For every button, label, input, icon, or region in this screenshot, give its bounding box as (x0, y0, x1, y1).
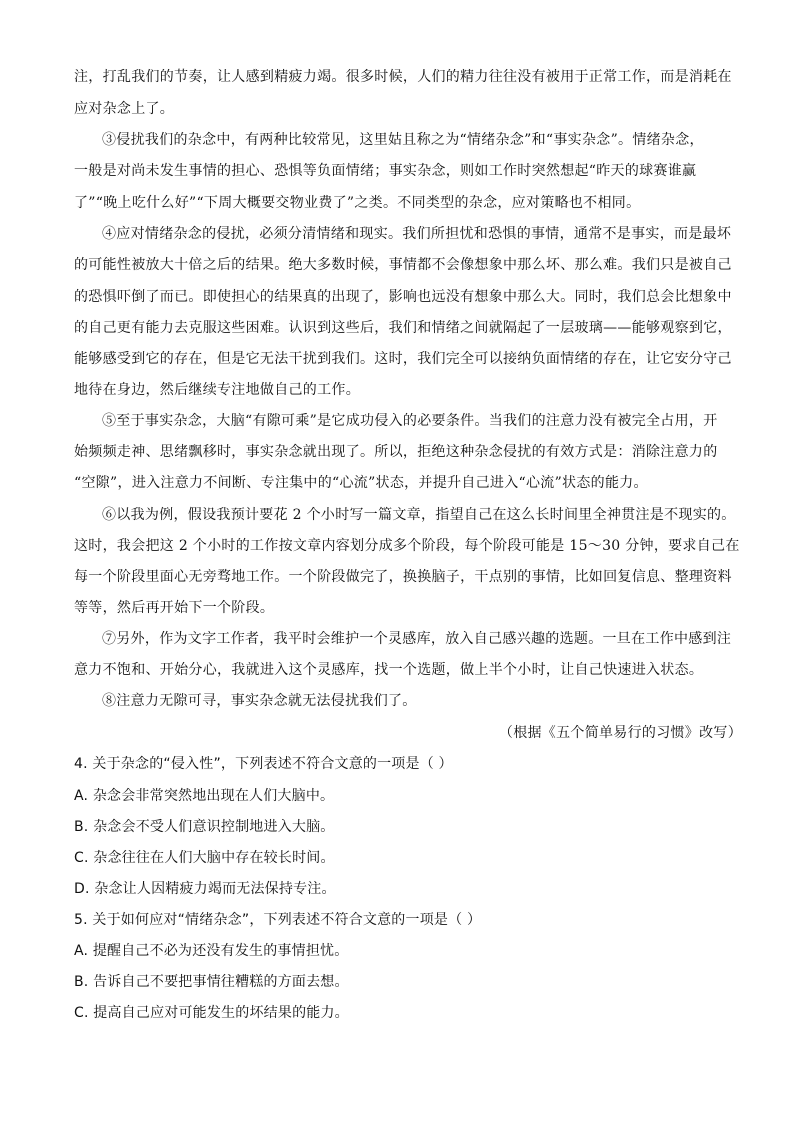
paragraph-3-start: ③侵扰我们的杂念中，有两种比较常见，这里姑且称之为“情绪杂念”和“事实杂念”。情绪杂念， (102, 132, 704, 148)
passage-line: 这时，我会把这 2 个小时的工作按文章内容划分成多个阶段，每个阶段可能是 15～30 分钟，要求自己在 (74, 538, 740, 554)
question-5-option-c: C. 提高自己应对可能发生的坏结果的能力。 (74, 1005, 349, 1021)
passage-line: 一般是对尚未发生事情的担心、恐惧等负面情绪；事实杂念，则如工作时突然想起“昨天的球赛谁赢 (74, 163, 697, 179)
paragraph-5-start: ⑤至于事实杂念，大脑“有隙可乘”是它成功侵入的必要条件。当我们的注意力没有被完全占用，开 (102, 413, 718, 429)
passage-line: “空隙”，进入注意力不间断、专注集中的“心流”状态，并提升自己进入“心流”状态的能力。 (74, 475, 648, 491)
passage-line: 的恐惧吓倒了而已。即使担心的结果真的出现了，影响也远没有想象中那么大。同时，我们总会比想象中 (74, 289, 732, 305)
paragraph-6-start: ⑥以我为例，假设我预计要花 2 个小时写一篇文章，指望自己在这么长时间里全神贯注是不现实的。 (102, 507, 736, 523)
paragraph-8-start: ⑧注意力无隙可寻，事实杂念就无法侵扰我们了。 (102, 693, 417, 709)
passage-line: 的自己更有能力去克服这些困难。认识到这些后，我们和情绪之间就隔起了一层玻璃——能够观察到它， (74, 320, 732, 336)
passage-line: 意力不饱和、开始分心，我就进入这个灵感库，找一个选题，做上半个小时，让自己快速进入状态。 (74, 662, 704, 678)
question-4-option-a: A. 杂念会非常突然地出现在人们大脑中。 (74, 788, 335, 804)
question-4-stem: 4. 关于杂念的“侵入性”，下列表述不符合文意的一项是（ ） (74, 756, 453, 772)
question-4-option-d: D. 杂念让人因精疲力竭而无法保持专注。 (74, 881, 336, 897)
paragraph-4-start: ④应对情绪杂念的侵扰，必须分清情绪和现实。我们所担忧和恐惧的事情，通常不是事实，而是最坏 (102, 226, 732, 242)
source-note: （根据《五个简单易行的习惯》改写） (498, 725, 742, 741)
passage-line: 始频频走神、思绪飘移时，事实杂念就出现了。所以，拒绝这种杂念侵扰的有效方式是：消除注意力的 (74, 444, 718, 460)
question-5-stem: 5. 关于如何应对“情绪杂念”，下列表述不符合文意的一项是（ ） (74, 912, 482, 928)
passage-line: 能够感受到它的存在，但是它无法干扰到我们。这时，我们完全可以接纳负面情绪的存在，让它安分守己 (74, 351, 732, 367)
question-4-option-c: C. 杂念往往在人们大脑中存在较长时间。 (74, 850, 335, 866)
passage-line: 每一个阶段里面心无旁骛地工作。一个阶段做完了，换换脑子，干点别的事情，比如回复信息、整理资料 (74, 569, 732, 585)
passage-line: 应对杂念上了。 (74, 101, 175, 117)
question-4-option-b: B. 杂念会不受人们意识控制地进入大脑。 (74, 819, 335, 835)
passage-line: 地待在身边，然后继续专注地做自己的工作。 (74, 382, 360, 398)
passage-line: 注，打乱我们的节奏，让人感到精疲力竭。很多时候，人们的精力往往没有被用于正常工作，而是消耗在 (74, 69, 732, 85)
passage-line: 了”“晚上吃什么好”“下周大概要交物业费了”之类。不同类型的杂念，应对策略也不相同。 (74, 195, 641, 211)
passage-line: 等等，然后再开始下一个阶段。 (74, 600, 275, 616)
question-5-option-b: B. 告诉自己不要把事情往糟糕的方面去想。 (74, 974, 349, 990)
passage-line: 的可能性被放大十倍之后的结果。绝大多数时候，事情都不会像想象中那么坏、那么难。我们只是被自己 (74, 257, 732, 273)
paragraph-7-start: ⑦另外，作为文字工作者，我平时会维护一个灵感库，放入自己感兴趣的选题。一旦在工作中感到注 (102, 631, 732, 647)
question-5-option-a: A. 提醒自己不必为还没有发生的事情担忧。 (74, 943, 349, 959)
